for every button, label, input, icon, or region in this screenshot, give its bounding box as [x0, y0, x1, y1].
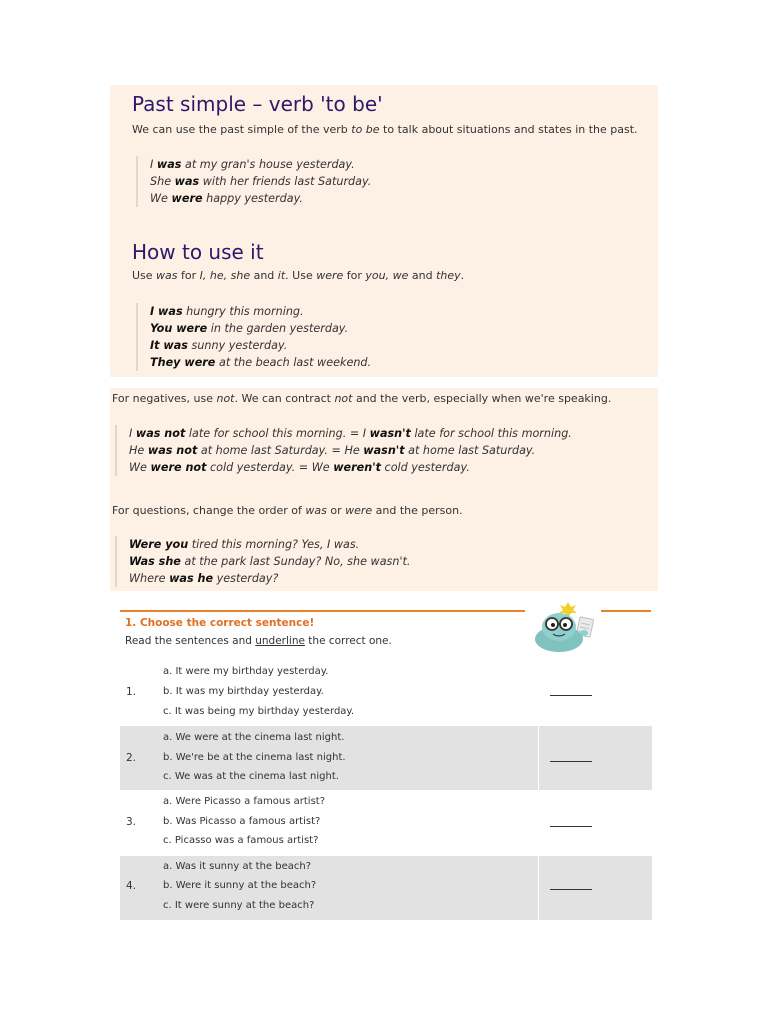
example-line: We were not cold yesterday. = We weren't cold yesterday. [129, 461, 470, 474]
option-a[interactable]: a. Were Picasso a famous artist? [163, 796, 326, 807]
exercise-item-2 [120, 726, 652, 790]
usage-paragraph: Use was for I, he, she and it. Use were for you, we and they. [132, 269, 465, 282]
intro-paragraph: We can use the past simple of the verb to be to talk about situations and states in the past. [132, 123, 638, 136]
examples-block-questions [115, 536, 411, 587]
exercise-rule-left [120, 610, 525, 612]
questions-paragraph: For questions, change the order of was or were and the person. [112, 504, 463, 517]
item-number: 4. [126, 880, 137, 892]
section-title-how-to-use: How to use it [132, 240, 264, 264]
option-a[interactable]: a. We were at the cinema last night. [163, 732, 345, 743]
answer-blank[interactable] [550, 695, 592, 696]
exercise-item-1 [120, 662, 652, 726]
example-line: I was at my gran's house yesterday. [150, 158, 355, 171]
section-title-past-simple: Past simple – verb 'to be' [132, 92, 383, 116]
answer-blank[interactable] [550, 826, 592, 827]
option-c[interactable]: c. We was at the cinema last night. [163, 771, 339, 782]
example-line: Was she at the park last Sunday? No, she wasn't. [129, 555, 411, 568]
item-number: 1. [126, 686, 137, 698]
answer-blank[interactable] [550, 889, 592, 890]
option-c[interactable]: c. Picasso was a famous artist? [163, 835, 319, 846]
negatives-paragraph: For negatives, use not. We can contract not and the verb, especially when we're speaking. [112, 392, 612, 405]
cartoon-face-with-glasses-icon [524, 600, 600, 658]
exercise-instructions: Read the sentences and underline the correct one. [125, 635, 392, 647]
example-line: Were you tired this morning? Yes, I was. [129, 538, 360, 551]
example-line: Where was he yesterday? [129, 572, 279, 585]
exercise-item-4 [120, 856, 652, 920]
example-line: You were in the garden yesterday. [150, 322, 349, 335]
option-a[interactable]: a. It were my birthday yesterday. [163, 666, 329, 677]
option-c[interactable]: c. It were sunny at the beach? [163, 900, 315, 911]
item-number: 2. [126, 752, 137, 764]
option-b[interactable]: b. We're be at the cinema last night. [163, 752, 346, 763]
option-b[interactable]: b. Were it sunny at the beach? [163, 880, 317, 891]
item-number: 3. [126, 816, 137, 828]
example-line: I was hungry this morning. [150, 305, 304, 318]
option-c[interactable]: c. It was being my birthday yesterday. [163, 706, 355, 717]
exercise-title: 1. Choose the correct sentence! [125, 617, 315, 629]
exercise-item-3 [120, 791, 652, 855]
example-line: I was not late for school this morning. = I wasn't late for school this morning. [129, 427, 572, 440]
option-a[interactable]: a. Was it sunny at the beach? [163, 861, 312, 872]
example-line: It was sunny yesterday. [150, 339, 288, 352]
example-line: They were at the beach last weekend. [150, 356, 372, 369]
option-b[interactable]: b. Was Picasso a famous artist? [163, 816, 321, 827]
examples-block-2 [136, 303, 371, 371]
answer-blank[interactable] [550, 761, 592, 762]
example-line: She was with her friends last Saturday. [150, 175, 372, 188]
example-line: We were happy yesterday. [150, 192, 303, 205]
example-line: He was not at home last Saturday. = He wasn't at home last Saturday. [129, 444, 536, 457]
option-b[interactable]: b. It was my birthday yesterday. [163, 686, 324, 697]
examples-block-negatives [115, 425, 572, 476]
examples-block-1 [136, 156, 371, 207]
exercise-rule-right [601, 610, 651, 612]
